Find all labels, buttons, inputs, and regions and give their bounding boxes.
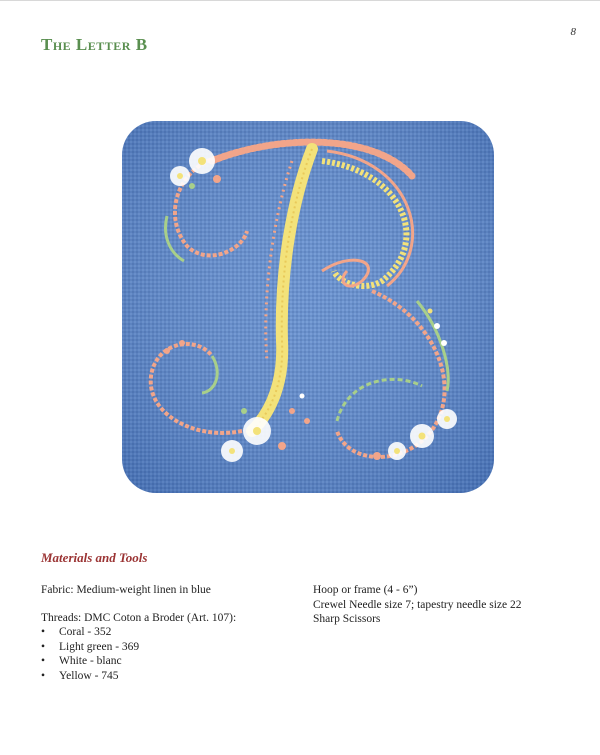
- page-number: 8: [570, 26, 576, 38]
- chapter-title: The Letter B: [41, 35, 148, 54]
- page-top-rule: [0, 0, 600, 1]
- fabric-line: Fabric: Medium-weight linen in blue: [41, 584, 211, 596]
- thread-item: • Light green - 369: [41, 640, 301, 655]
- materials-left-column: [41, 583, 301, 683]
- thread-item: • Coral - 352: [41, 625, 301, 640]
- materials-right-column: [313, 583, 573, 627]
- thread-item: • Yellow - 745: [41, 669, 301, 684]
- tool-item: Crewel Needle size 7; tapestry needle size 22: [313, 598, 522, 611]
- materials-heading: Materials and Tools: [41, 550, 148, 565]
- tool-item: Hoop or frame (4 - 6”): [313, 584, 418, 596]
- threads-list: [41, 625, 301, 683]
- thread-item: • White - blanc: [41, 654, 301, 669]
- embroidery-photo: [122, 121, 494, 493]
- tool-item: Sharp Scissors: [313, 613, 381, 625]
- threads-label: Threads: DMC Coton a Broder (Art. 107):: [41, 611, 237, 624]
